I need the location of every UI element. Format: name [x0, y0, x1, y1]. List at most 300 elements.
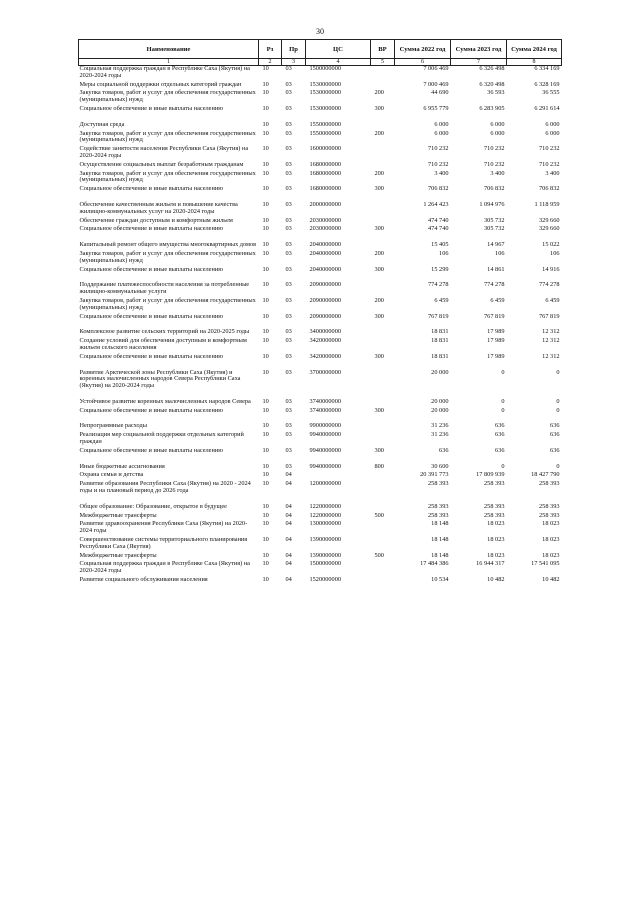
- table-row: [79, 314, 562, 323]
- budget-table: [78, 39, 562, 586]
- row-sum-2023: 16 944 317: [476, 560, 505, 568]
- column-number: 3: [282, 59, 306, 66]
- row-sum-2023: 0: [501, 397, 505, 405]
- row-sum-2022: 15 405: [431, 241, 449, 249]
- row-rz: 10: [262, 560, 269, 568]
- row-sum-2024: 6 334 169: [534, 65, 560, 72]
- column-number: 4: [306, 59, 371, 66]
- table-row: [79, 537, 562, 553]
- row-name: Капитальный ремонт общего имущества многоквартирных домов: [79, 241, 257, 249]
- table-row: [79, 298, 562, 314]
- row-sum-2024: 17 541 095: [531, 560, 560, 568]
- row-sum-2022: 20 391 773: [420, 471, 449, 479]
- row-sum-2022: 6 000: [434, 120, 449, 128]
- table-row: [79, 481, 562, 497]
- row-pr: 03: [285, 462, 292, 470]
- row-vr: 200: [374, 89, 384, 97]
- row-cs: 9940000000: [309, 431, 341, 439]
- row-pr: 03: [285, 169, 292, 177]
- row-vr: 300: [374, 312, 384, 320]
- row-vr: [371, 282, 395, 298]
- row-pr: 04: [285, 502, 292, 510]
- row-rz: 10: [262, 502, 269, 510]
- table-row: [79, 226, 562, 235]
- row-sum-2022: 767 819: [428, 312, 449, 320]
- row-sum-2024: 706 832: [539, 185, 560, 193]
- row-cs: 2030000000: [309, 225, 341, 233]
- row-cs: 2090000000: [309, 296, 341, 304]
- row-sum-2024: 12 312: [542, 328, 560, 336]
- row-rz: 10: [262, 576, 269, 584]
- row-rz: 10: [262, 169, 269, 177]
- row-cs: 1390000000: [309, 536, 341, 544]
- row-name: Поддержание платежеспособности населения за потребленные жилищно-коммунальные услуги: [79, 281, 250, 296]
- column-number: 8: [507, 59, 562, 66]
- row-sum-2022: 3 400: [434, 169, 449, 177]
- row-pr: 03: [285, 129, 292, 137]
- row-rz: 10: [262, 120, 269, 128]
- row-sum-2022: 18 831: [431, 352, 449, 360]
- row-vr: [371, 481, 395, 497]
- row-name: Охрана семьи и детства: [79, 471, 144, 479]
- row-cs: 3400000000: [309, 328, 341, 336]
- row-sum-2023: 14 967: [487, 241, 505, 249]
- row-sum-2024: 36 555: [542, 89, 560, 97]
- row-sum-2022: 106: [439, 249, 449, 257]
- row-sum-2023: 3 400: [490, 169, 505, 177]
- row-vr: [371, 537, 395, 553]
- row-name: Развитие здравоохранения Республики Саха (Якутия) на 2020-2024 годы: [79, 520, 248, 535]
- row-rz: 10: [262, 129, 269, 137]
- header-cs: ЦС: [306, 40, 371, 59]
- row-cs: 3740000000: [309, 397, 341, 405]
- row-sum-2022: 30 600: [431, 462, 449, 470]
- row-vr: 300: [374, 265, 384, 273]
- row-vr: [371, 561, 395, 577]
- row-pr: 03: [285, 406, 292, 414]
- row-vr: [371, 577, 395, 586]
- row-name: Межбюджетные трансферты: [79, 511, 157, 519]
- table-row: [79, 186, 562, 195]
- row-pr: 04: [285, 480, 292, 488]
- row-sum-2023: 305 732: [484, 216, 505, 224]
- row-sum-2022: 6 955 779: [423, 104, 449, 112]
- row-sum-2023: 710 232: [484, 160, 505, 168]
- row-sum-2024: 329 660: [539, 225, 560, 233]
- budget-table-container: [78, 39, 561, 586]
- row-sum-2022: 474 740: [428, 216, 449, 224]
- row-sum-2024: 18 023: [542, 520, 560, 528]
- row-cs: 9900000000: [309, 422, 341, 430]
- row-cs: 2090000000: [309, 281, 341, 289]
- row-vr: [371, 521, 395, 537]
- row-pr: 03: [285, 422, 292, 430]
- row-sum-2022: 1 264 423: [423, 200, 449, 208]
- row-sum-2024: 774 278: [539, 281, 560, 289]
- row-name: Социальное обеспечение и иные выплаты населению: [79, 406, 223, 414]
- row-sum-2024: 6 328 169: [534, 80, 560, 88]
- row-pr: 03: [285, 352, 292, 360]
- row-cs: 1500000000: [309, 560, 341, 568]
- row-sum-2023: 258 393: [484, 480, 505, 488]
- row-rz: 10: [262, 397, 269, 405]
- table-row: [79, 171, 562, 187]
- row-cs: 1390000000: [309, 551, 341, 559]
- row-pr: 04: [285, 560, 292, 568]
- row-cs: 9940000000: [309, 446, 341, 454]
- table-row: [79, 267, 562, 276]
- row-cs: 1530000000: [309, 89, 341, 97]
- row-cs: 1550000000: [309, 129, 341, 137]
- row-pr: 03: [285, 216, 292, 224]
- row-name: Закупка товаров, работ и услуг для обеспечения государственных (муниципальных) нужд: [79, 129, 256, 144]
- row-cs: 2040000000: [309, 241, 341, 249]
- row-name: Социальная поддержка граждан в Республике Саха (Якутия) на 2020-2024 годы: [79, 560, 250, 575]
- row-rz: 10: [262, 536, 269, 544]
- row-pr: 03: [285, 225, 292, 233]
- row-rz: 10: [262, 511, 269, 519]
- row-pr: 03: [285, 368, 292, 376]
- row-sum-2023: 636: [495, 422, 505, 430]
- row-pr: 03: [285, 281, 292, 289]
- row-name: Осуществление социальных выплат безработным гражданам: [79, 160, 244, 168]
- row-sum-2024: 1 118 959: [534, 200, 560, 208]
- row-sum-2022: 20 000: [431, 406, 449, 414]
- row-cs: 1600000000: [309, 145, 341, 153]
- row-sum-2023: 0: [501, 462, 505, 470]
- row-vr: 300: [374, 352, 384, 360]
- row-rz: 10: [262, 551, 269, 559]
- row-cs: 1550000000: [309, 120, 341, 128]
- row-cs: 1300000000: [309, 520, 341, 528]
- row-sum-2024: 636: [550, 422, 560, 430]
- row-pr: 03: [285, 296, 292, 304]
- row-pr: 03: [285, 80, 292, 88]
- row-cs: 9940000000: [309, 462, 341, 470]
- row-rz: 10: [262, 422, 269, 430]
- row-name: Устойчивое развитие коренных малочисленных народов Севера: [79, 397, 251, 405]
- row-sum-2022: 710 232: [428, 160, 449, 168]
- row-sum-2023: 6 000: [490, 120, 505, 128]
- row-sum-2023: 36 593: [487, 89, 505, 97]
- row-sum-2022: 18 148: [431, 520, 449, 528]
- row-vr: [371, 338, 395, 354]
- row-vr: 200: [374, 129, 384, 137]
- row-cs: 1200000000: [309, 480, 341, 488]
- row-pr: 03: [285, 160, 292, 168]
- row-sum-2023: 18 023: [487, 520, 505, 528]
- row-name: Закупка товаров, работ и услуг для обеспечения государственных (муниципальных) нужд: [79, 296, 256, 311]
- row-name: Межбюджетные трансферты: [79, 551, 157, 559]
- row-vr: [371, 432, 395, 448]
- row-rz: 10: [262, 328, 269, 336]
- row-pr: 03: [285, 337, 292, 345]
- row-vr: 200: [374, 169, 384, 177]
- header-sum-2022: Сумма 2022 год: [395, 40, 451, 59]
- row-rz: 10: [262, 406, 269, 414]
- header-rz: Рз: [259, 40, 282, 59]
- row-cs: 2030000000: [309, 216, 341, 224]
- row-cs: 3740000000: [309, 406, 341, 414]
- table-row: [79, 577, 562, 586]
- row-name: Совершенствование системы территориального планирования Республики Саха (Якутия): [79, 536, 248, 550]
- row-cs: 1520000000: [309, 576, 341, 584]
- row-sum-2022: 18 148: [431, 551, 449, 559]
- row-rz: 10: [262, 352, 269, 360]
- table-row: [79, 106, 562, 115]
- row-name: Социальное обеспечение и иные выплаты населению: [79, 265, 223, 273]
- row-rz: 10: [262, 471, 269, 479]
- row-name: Обеспечение граждан доступным и комфортным жильем: [79, 216, 233, 224]
- header-pr: Пр: [282, 40, 306, 59]
- row-pr: 03: [285, 446, 292, 454]
- header-sum-2023: Сумма 2023 год: [451, 40, 507, 59]
- row-sum-2024: 106: [550, 249, 560, 257]
- table-row: [79, 432, 562, 448]
- row-sum-2024: 636: [550, 446, 560, 454]
- row-cs: 3420000000: [309, 352, 341, 360]
- row-name: Развитие Арктической зоны Республики Саха (Якутия) и коренных малочисленных народов Севера Республики Саха (Якутия) на 2020-2024 годы: [79, 368, 241, 390]
- row-rz: 10: [262, 296, 269, 304]
- row-rz: 10: [262, 89, 269, 97]
- row-vr: [371, 423, 395, 432]
- row-pr: 03: [285, 397, 292, 405]
- row-sum-2022: 31 236: [431, 422, 449, 430]
- row-rz: 10: [262, 65, 269, 72]
- column-number: 2: [259, 59, 282, 66]
- row-sum-2023: 258 393: [484, 511, 505, 519]
- row-vr: 500: [374, 551, 384, 559]
- row-vr: 500: [374, 511, 384, 519]
- row-vr: 200: [374, 296, 384, 304]
- row-pr: 03: [285, 104, 292, 112]
- table-row: [79, 354, 562, 363]
- row-sum-2024: 10 482: [542, 576, 560, 584]
- row-vr: [371, 370, 395, 392]
- row-sum-2023: 17 989: [487, 328, 505, 336]
- table-row: [79, 146, 562, 162]
- row-name: Общее образование: Образование, открытое в будущее: [79, 502, 227, 510]
- column-number: 7: [451, 59, 507, 66]
- row-sum-2023: 6 459: [490, 296, 505, 304]
- column-number: 1: [79, 59, 259, 66]
- row-vr: 300: [374, 185, 384, 193]
- row-sum-2022: 15 299: [431, 265, 449, 273]
- row-name: Содействие занятости населения Республики Саха (Якутия) на 2020-2024 годы: [79, 145, 249, 159]
- row-cs: 2040000000: [309, 249, 341, 257]
- row-sum-2023: 18 023: [487, 551, 505, 559]
- row-pr: 03: [285, 145, 292, 153]
- row-rz: 10: [262, 520, 269, 528]
- row-sum-2024: 0: [556, 368, 560, 376]
- row-pr: 03: [285, 89, 292, 97]
- row-vr: 300: [374, 406, 384, 414]
- row-vr: 800: [374, 462, 384, 470]
- row-sum-2024: 0: [556, 462, 560, 470]
- row-sum-2023: 17 989: [487, 337, 505, 345]
- row-pr: 03: [285, 185, 292, 193]
- row-name: Доступная среда: [79, 120, 125, 128]
- row-sum-2022: 474 740: [428, 225, 449, 233]
- table-row: [79, 131, 562, 147]
- row-vr: 300: [374, 225, 384, 233]
- row-sum-2022: 258 393: [428, 511, 449, 519]
- row-sum-2022: 258 393: [428, 502, 449, 510]
- row-sum-2023: 0: [501, 368, 505, 376]
- row-sum-2022: 18 148: [431, 536, 449, 544]
- table-row: [79, 202, 562, 218]
- table-row: [79, 408, 562, 417]
- row-sum-2023: 106: [495, 249, 505, 257]
- table-row: [79, 521, 562, 537]
- table-header: [79, 40, 562, 66]
- row-vr: 300: [374, 104, 384, 112]
- row-sum-2024: 12 312: [542, 337, 560, 345]
- row-sum-2023: 710 232: [484, 145, 505, 153]
- row-sum-2023: 706 832: [484, 185, 505, 193]
- row-name: Социальная поддержка граждан в Республике Саха (Якутия) на 2020-2024 годы: [79, 65, 250, 79]
- row-sum-2024: 0: [556, 406, 560, 414]
- row-vr: [371, 202, 395, 218]
- row-sum-2024: 6 459: [545, 296, 560, 304]
- row-sum-2022: 706 832: [428, 185, 449, 193]
- table-row: [79, 251, 562, 267]
- table-row: [79, 282, 562, 298]
- row-sum-2024: 6 291 614: [534, 104, 560, 112]
- row-vr: 300: [374, 446, 384, 454]
- row-sum-2024: 258 393: [539, 480, 560, 488]
- row-rz: 10: [262, 312, 269, 320]
- row-sum-2024: 710 232: [539, 160, 560, 168]
- row-rz: 10: [262, 160, 269, 168]
- column-number: 6: [395, 59, 451, 66]
- row-pr: 04: [285, 576, 292, 584]
- row-sum-2022: 7 006 469: [423, 65, 449, 72]
- row-name: Обеспечение качественным жильем и повышение качества жилищно-коммунальных услуг на 2020-2024 годы: [79, 200, 238, 215]
- row-sum-2024: 710 232: [539, 145, 560, 153]
- table-row: [79, 370, 562, 392]
- row-cs: 1530000000: [309, 104, 341, 112]
- row-rz: 10: [262, 185, 269, 193]
- row-pr: 03: [285, 431, 292, 439]
- row-name: Меры социальной поддержки отдельных категорий граждан: [79, 80, 242, 88]
- row-sum-2023: 767 819: [484, 312, 505, 320]
- row-vr: [371, 66, 395, 82]
- row-sum-2022: 18 831: [431, 328, 449, 336]
- row-sum-2022: 17 484 386: [420, 560, 449, 568]
- row-sum-2023: 0: [501, 406, 505, 414]
- row-name: Закупка товаров, работ и услуг для обеспечения государственных (муниципальных) нужд: [79, 249, 256, 264]
- row-sum-2024: 767 819: [539, 312, 560, 320]
- row-rz: 10: [262, 241, 269, 249]
- row-pr: 04: [285, 520, 292, 528]
- row-pr: 03: [285, 328, 292, 336]
- row-name: Социальное обеспечение и иные выплаты населению: [79, 225, 223, 233]
- row-sum-2023: 1 094 976: [479, 200, 505, 208]
- row-vr: [371, 472, 395, 481]
- header-sum-2024: Сумма 2024 год: [507, 40, 562, 59]
- row-sum-2024: 18 023: [542, 536, 560, 544]
- row-cs: 1530000000: [309, 80, 341, 88]
- row-sum-2022: 20 000: [431, 368, 449, 376]
- row-sum-2022: 710 232: [428, 145, 449, 153]
- header-vr: ВР: [371, 40, 395, 59]
- row-name: Закупка товаров, работ и услуг для обеспечения государственных (муниципальных) нужд: [79, 89, 256, 104]
- column-number: 5: [371, 59, 395, 66]
- table-row: [79, 66, 562, 82]
- row-sum-2022: 774 278: [428, 281, 449, 289]
- row-sum-2023: 6 000: [490, 129, 505, 137]
- row-sum-2022: 6 459: [434, 296, 449, 304]
- row-sum-2024: 3 400: [545, 169, 560, 177]
- row-cs: 1680000000: [309, 160, 341, 168]
- row-rz: 10: [262, 249, 269, 257]
- row-name: Социальное обеспечение и иные выплаты населению: [79, 312, 223, 320]
- row-cs: 1680000000: [309, 169, 341, 177]
- row-rz: 10: [262, 145, 269, 153]
- row-name: Социальное обеспечение и иные выплаты населению: [79, 446, 223, 454]
- row-name: Социальное обеспечение и иные выплаты населению: [79, 104, 223, 112]
- row-name: Создание условий для обеспечения доступным и комфортным жильем сельского населения: [79, 337, 247, 351]
- row-pr: 03: [285, 65, 292, 72]
- row-pr: 04: [285, 536, 292, 544]
- row-pr: 03: [285, 241, 292, 249]
- row-rz: 10: [262, 104, 269, 112]
- row-sum-2023: 636: [495, 446, 505, 454]
- row-vr: 200: [374, 249, 384, 257]
- row-rz: 10: [262, 216, 269, 224]
- row-sum-2022: 258 393: [428, 480, 449, 488]
- header-name: Наименование: [79, 40, 259, 59]
- row-pr: 03: [285, 200, 292, 208]
- row-cs: 2090000000: [309, 312, 341, 320]
- table-row: [79, 561, 562, 577]
- row-sum-2023: 14 861: [487, 265, 505, 273]
- row-sum-2023: 636: [495, 431, 505, 439]
- row-cs: 3420000000: [309, 337, 341, 345]
- row-name: Закупка товаров, работ и услуг для обеспечения государственных (муниципальных) нужд: [79, 169, 256, 184]
- row-cs: 3700000000: [309, 368, 341, 376]
- row-rz: 10: [262, 480, 269, 488]
- row-sum-2024: 18 427 790: [531, 471, 560, 479]
- row-sum-2024: 258 393: [539, 502, 560, 510]
- row-rz: 10: [262, 225, 269, 233]
- row-sum-2024: 12 312: [542, 352, 560, 360]
- row-sum-2023: 17 989: [487, 352, 505, 360]
- row-sum-2023: 17 809 939: [476, 471, 505, 479]
- row-rz: 10: [262, 337, 269, 345]
- row-sum-2023: 6 283 905: [479, 104, 505, 112]
- table-row: [79, 338, 562, 354]
- row-pr: 03: [285, 265, 292, 273]
- row-pr: 03: [285, 312, 292, 320]
- row-cs: 2040000000: [309, 265, 341, 273]
- row-sum-2024: 18 023: [542, 551, 560, 559]
- row-sum-2022: 10 534: [431, 576, 449, 584]
- row-name: Комплексное развитие сельских территорий на 2020-2025 годы: [79, 328, 250, 336]
- row-sum-2022: 44 690: [431, 89, 449, 97]
- row-sum-2022: 6 000: [434, 129, 449, 137]
- row-rz: 10: [262, 200, 269, 208]
- row-vr: [371, 146, 395, 162]
- row-sum-2023: 258 393: [484, 502, 505, 510]
- row-rz: 10: [262, 281, 269, 289]
- row-sum-2022: 7 000 469: [423, 80, 449, 88]
- row-rz: 10: [262, 446, 269, 454]
- row-sum-2024: 14 916: [542, 265, 560, 273]
- row-sum-2022: 20 000: [431, 397, 449, 405]
- row-sum-2022: 18 831: [431, 337, 449, 345]
